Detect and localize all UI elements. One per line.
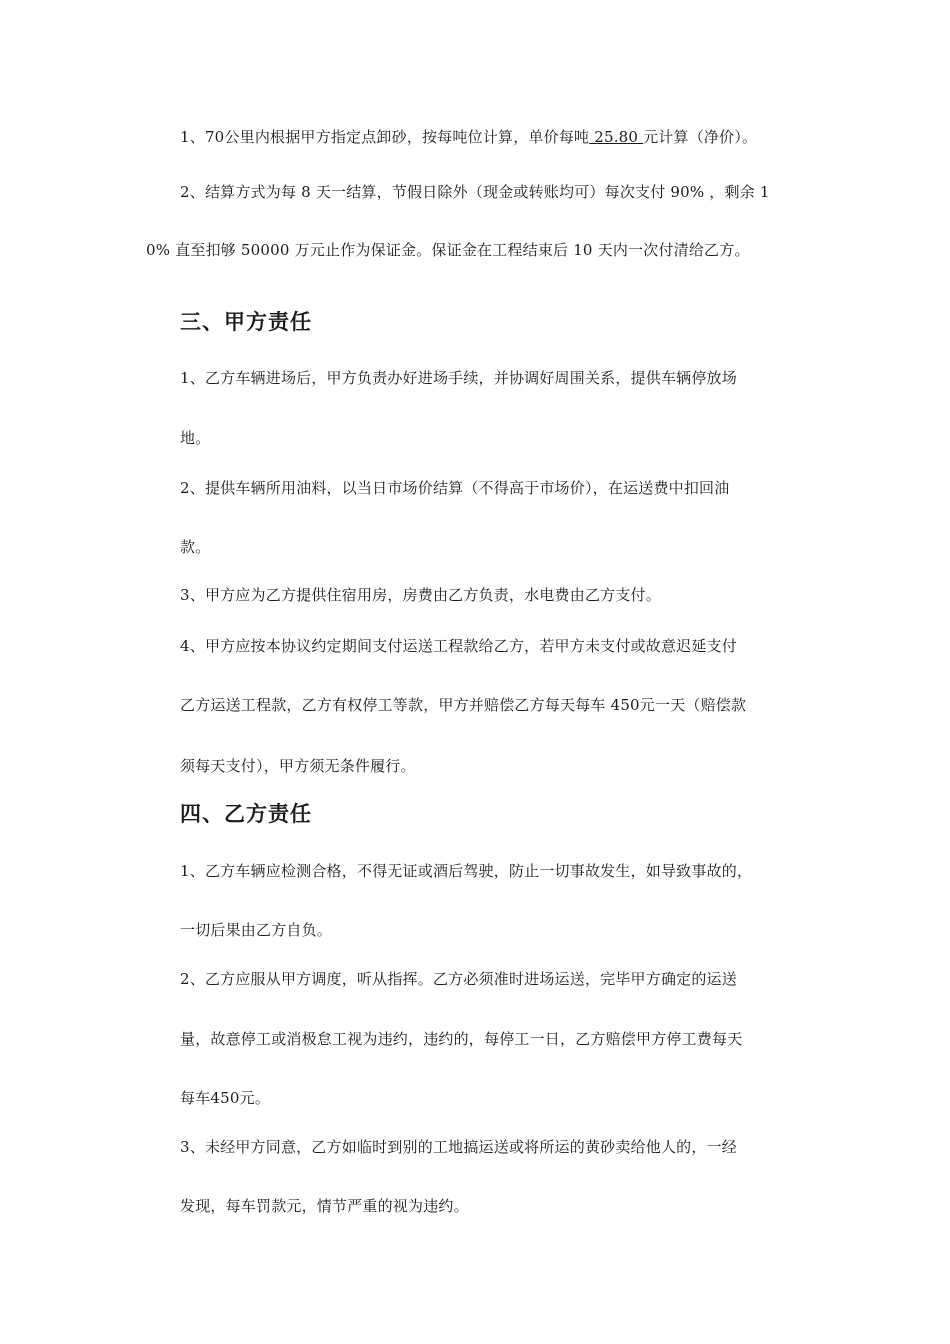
section-heading-party-a: 三、甲方责任 bbox=[180, 309, 312, 334]
party-a-item-2-line-1: 2、提供车辆所用油料，以当日市场价结算（不得高于市场价），在运送费中扣回油 bbox=[180, 479, 730, 497]
party-a-item-4-line-2: 乙方运送工程款，乙方有权停工等款，甲方并赔偿乙方每天每车 450元一天（赔偿款 bbox=[180, 696, 747, 714]
party-a-item-4-line-3: 须每天支付），甲方须无条件履行。 bbox=[180, 757, 416, 775]
party-b-item-2-line-2: 量，故意停工或消极怠工视为违约，违约的，每停工一日，乙方赔偿甲方停工费每天 bbox=[180, 1030, 743, 1048]
paragraph-price-line bbox=[180, 127, 757, 147]
party-b-item-3-line-2: 发现，每车罚款元，情节严重的视为违约。 bbox=[180, 1197, 469, 1215]
party-a-item-4-line-1: 4、甲方应按本协议约定期间支付运送工程款给乙方，若甲方未支付或故意迟延支付 bbox=[180, 637, 737, 655]
paragraph-settlement-line-1: 2、结算方式为每 8 天一结算，节假日除外（现金或转账均可）每次支付 90% ，剩余 1 bbox=[180, 183, 770, 201]
party-b-item-1-line-2: 一切后果由乙方自负。 bbox=[180, 921, 333, 939]
price-text-after: 元计算（净价）。 bbox=[643, 128, 758, 146]
party-b-item-2-line-1: 2、乙方应服从甲方调度，听从指挥。乙方必须准时进场运送，完毕甲方确定的运送 bbox=[180, 970, 737, 988]
paragraph-settlement-line-2: 0% 直至扣够 50000 万元止作为保证金。保证金在工程结束后 10 天内一次付清给乙方。 bbox=[146, 241, 750, 259]
section-heading-party-b: 四、乙方责任 bbox=[180, 801, 312, 826]
party-a-item-1-line-1: 1、乙方车辆进场后，甲方负责办好进场手续，并协调好周围关系，提供车辆停放场 bbox=[180, 369, 737, 387]
unit-price-value: 25.80 bbox=[589, 128, 644, 146]
party-b-item-3-line-1: 3、未经甲方同意，乙方如临时到别的工地搞运送或将所运的黄砂卖给他人的，一经 bbox=[180, 1138, 737, 1156]
party-b-item-1-line-1: 1、乙方车辆应检测合格，不得无证或酒后驾驶，防止一切事故发生，如导致事故的， bbox=[180, 862, 753, 880]
party-b-item-2-line-3: 每车450元。 bbox=[180, 1089, 271, 1107]
party-a-item-1-line-2: 地。 bbox=[180, 429, 211, 447]
party-a-item-3-line-1: 3、甲方应为乙方提供住宿用房，房费由乙方负责，水电费由乙方支付。 bbox=[180, 586, 661, 604]
price-text-before: 1、70公里内根据甲方指定点卸砂，按每吨位计算，单价每吨 bbox=[180, 128, 590, 146]
party-a-item-2-line-2: 款。 bbox=[180, 538, 211, 556]
